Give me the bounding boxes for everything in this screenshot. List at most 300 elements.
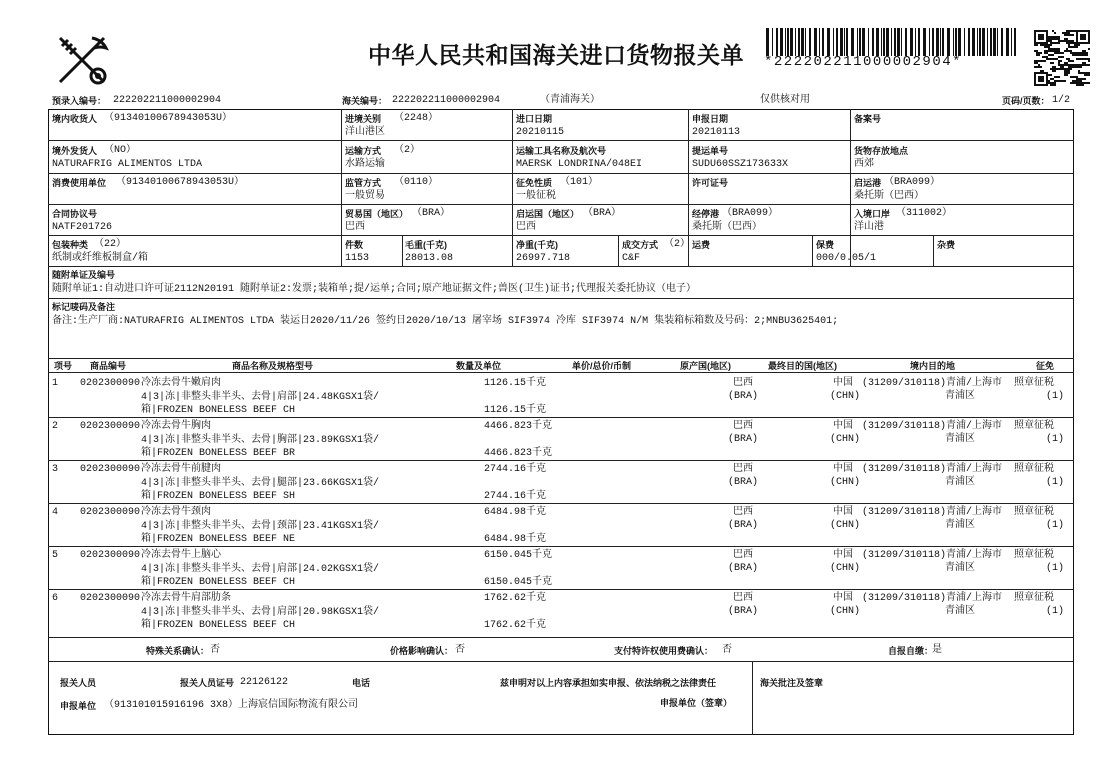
qr-module bbox=[1050, 42, 1052, 44]
qr-module bbox=[1060, 52, 1062, 54]
trade-country-value: 巴西 bbox=[345, 222, 365, 233]
qr-module bbox=[1050, 84, 1052, 86]
goods-dest-code: (CHN) bbox=[830, 477, 861, 488]
qr-module bbox=[1054, 76, 1056, 78]
goods-item-no: 6 bbox=[52, 593, 59, 604]
qr-module bbox=[1078, 82, 1080, 84]
goods-dest-country: 中国 bbox=[833, 464, 853, 475]
goods-hs-code: 0202300090 bbox=[80, 593, 141, 604]
qr-module bbox=[1058, 68, 1060, 70]
goods-domestic-place: (31209/310118)青浦/上海市 bbox=[862, 421, 1003, 432]
qr-module bbox=[1060, 80, 1062, 82]
goods-origin-country: 巴西 bbox=[733, 550, 753, 561]
qr-module bbox=[1082, 58, 1084, 60]
qr-module bbox=[1078, 72, 1080, 74]
qr-module bbox=[1058, 48, 1060, 50]
goods-spec-line-1: 4|3|冻|非整头非半头、去骨|肩部|24.48KGSX1袋/ bbox=[141, 392, 380, 403]
qr-module bbox=[1074, 52, 1076, 54]
qr-module bbox=[1076, 64, 1078, 66]
goods-levy-code: (1) bbox=[1046, 391, 1065, 402]
barcode-bar bbox=[795, 28, 796, 56]
goods-item-no: 4 bbox=[52, 507, 59, 518]
qr-module bbox=[1058, 36, 1060, 38]
goods-quantity-secondary: 2744.16千克 bbox=[484, 491, 547, 502]
qr-module bbox=[1076, 46, 1078, 48]
goods-domestic-place: (31209/310118)青浦/上海市 bbox=[862, 464, 1003, 475]
barcode-bar bbox=[846, 28, 848, 56]
barcode bbox=[764, 28, 1022, 56]
goods-spec-line-2: 箱|FROZEN BONELESS BEEF CH bbox=[141, 577, 296, 588]
qr-module bbox=[1076, 78, 1078, 80]
barcode-text: *222202211000002904* bbox=[764, 54, 963, 70]
qr-module bbox=[1076, 80, 1078, 82]
goods-domestic-district: 青浦区 bbox=[945, 477, 975, 488]
qr-module bbox=[1074, 80, 1076, 82]
qr-module bbox=[1072, 52, 1074, 54]
qr-module bbox=[1034, 50, 1036, 52]
qr-module bbox=[1044, 44, 1046, 46]
qr-module bbox=[1034, 44, 1036, 46]
qr-module bbox=[1060, 40, 1062, 42]
levy-value: 一般征税 bbox=[516, 191, 556, 202]
barcode-bar bbox=[805, 28, 806, 56]
goods-header-qty: 数量及单位 bbox=[456, 361, 502, 371]
qr-module bbox=[1066, 48, 1068, 50]
misc-label: 杂费 bbox=[937, 240, 956, 250]
qr-module bbox=[1084, 52, 1086, 54]
qr-module bbox=[1052, 78, 1054, 80]
rule bbox=[402, 235, 403, 266]
goods-header-origin: 原产国(地区) bbox=[680, 361, 731, 371]
goods-domestic-district: 青浦区 bbox=[945, 563, 975, 574]
barcode-bar bbox=[929, 28, 930, 56]
qr-module bbox=[1080, 52, 1082, 54]
goods-quantity: 1126.15千克 bbox=[484, 378, 547, 389]
barcode-bar bbox=[787, 28, 789, 56]
qr-module bbox=[1088, 48, 1090, 50]
qr-module bbox=[1052, 42, 1054, 44]
goods-dest-code: (CHN) bbox=[830, 606, 861, 617]
barcode-bar bbox=[886, 28, 889, 56]
qr-module bbox=[1048, 54, 1050, 56]
qr-module bbox=[1078, 70, 1080, 72]
qr-module bbox=[1058, 52, 1060, 54]
qr-module bbox=[1054, 32, 1056, 34]
transport-mode-label: 运输方式 bbox=[345, 146, 382, 156]
barcode-bar bbox=[993, 28, 996, 56]
barcode-bar bbox=[827, 28, 830, 56]
qr-module bbox=[1070, 40, 1072, 42]
transit-port-value: 桑托斯（巴西） bbox=[692, 222, 762, 233]
qr-module bbox=[1040, 52, 1042, 54]
qr-module bbox=[1072, 34, 1074, 36]
goods-quantity-secondary: 1126.15千克 bbox=[484, 405, 547, 416]
qr-module bbox=[1072, 76, 1074, 78]
qr-module bbox=[1060, 60, 1062, 62]
qr-module bbox=[1082, 54, 1084, 56]
qr-module bbox=[1056, 48, 1058, 50]
declare-seal-label: 申报单位（签章） bbox=[660, 698, 733, 708]
qr-module bbox=[1078, 80, 1080, 82]
royalty-label: 支付特许权使用费确认： bbox=[614, 646, 714, 656]
qr-module bbox=[1068, 46, 1070, 48]
qr-module bbox=[1070, 46, 1072, 48]
rule bbox=[618, 235, 619, 266]
qr-module bbox=[1066, 72, 1068, 74]
customs-remarks-label: 海关批注及签章 bbox=[760, 678, 824, 688]
qr-module bbox=[1084, 74, 1086, 76]
entry-place-code: （311002） bbox=[896, 208, 953, 219]
rule bbox=[48, 358, 1074, 359]
qr-module bbox=[1056, 58, 1058, 60]
goods-domestic-district: 青浦区 bbox=[945, 606, 975, 617]
net-weight-label: 净重(千克) bbox=[516, 240, 558, 250]
qr-module bbox=[1060, 68, 1062, 70]
entry-place-label: 入境口岸 bbox=[854, 209, 891, 219]
qr-module bbox=[1086, 52, 1088, 54]
qr-module bbox=[1080, 58, 1082, 60]
goods-levy-code: (1) bbox=[1046, 477, 1065, 488]
import-date: 20210115 bbox=[516, 127, 565, 138]
qr-module bbox=[1050, 44, 1052, 46]
barcode-bar bbox=[1014, 28, 1016, 56]
qr-module bbox=[1048, 82, 1050, 84]
qr-module bbox=[1052, 50, 1054, 52]
phone-label: 电话 bbox=[352, 678, 371, 688]
qr-module bbox=[1040, 70, 1042, 72]
qr-module bbox=[1078, 64, 1080, 66]
qr-code bbox=[1034, 30, 1090, 86]
goods-domestic-place: (31209/310118)青浦/上海市 bbox=[862, 507, 1003, 518]
entry-port-label: 进境关别 bbox=[345, 114, 382, 124]
qr-module bbox=[1084, 58, 1086, 60]
qr-module bbox=[1048, 44, 1050, 46]
qr-module bbox=[1046, 58, 1048, 60]
qr-module bbox=[1068, 40, 1070, 42]
qr-module bbox=[1048, 46, 1050, 48]
qr-module bbox=[1068, 72, 1070, 74]
customs-office: （青浦海关） bbox=[540, 95, 600, 106]
goods-dest-country: 中国 bbox=[833, 378, 853, 389]
qr-module bbox=[1042, 44, 1044, 46]
terms-label: 成交方式 bbox=[622, 240, 659, 250]
qr-module bbox=[1072, 30, 1074, 32]
qr-module bbox=[1084, 64, 1086, 66]
barcode-bar bbox=[923, 28, 926, 56]
qr-module bbox=[1056, 42, 1058, 44]
qr-module bbox=[1040, 66, 1042, 68]
entry-port-code: （2248） bbox=[394, 113, 439, 124]
goods-quantity: 6484.98千克 bbox=[484, 507, 547, 518]
qr-module bbox=[1064, 74, 1066, 76]
qr-module bbox=[1058, 50, 1060, 52]
goods-levy: 照章征税 bbox=[1014, 464, 1054, 475]
goods-domestic-place: (31209/310118)青浦/上海市 bbox=[862, 378, 1003, 389]
qr-module bbox=[1080, 66, 1082, 68]
qr-module bbox=[1054, 50, 1056, 52]
qr-module bbox=[1070, 34, 1072, 36]
qr-module bbox=[1058, 42, 1060, 44]
shipper-value: NATURAFRIG ALIMENTOS LTDA bbox=[52, 159, 203, 170]
record-no-label: 备案号 bbox=[854, 114, 882, 124]
qr-module bbox=[1084, 72, 1086, 74]
goods-origin-country: 巴西 bbox=[733, 464, 753, 475]
pre-entry-label: 预录入编号： bbox=[52, 96, 107, 106]
qr-module bbox=[1080, 82, 1082, 84]
declaration-statement: 兹申明对以上内容承担如实申报、依法纳税之法律责任 bbox=[500, 678, 717, 688]
qr-module bbox=[1078, 84, 1080, 86]
barcode-bar bbox=[876, 28, 879, 56]
qr-module bbox=[1052, 82, 1054, 84]
transport-mode-code: （2） bbox=[394, 145, 421, 156]
barcode-bar bbox=[868, 28, 869, 56]
qr-module bbox=[1070, 50, 1072, 52]
qr-module bbox=[1064, 62, 1066, 64]
rule bbox=[512, 109, 513, 266]
contract-label: 合同协议号 bbox=[52, 209, 98, 219]
goods-dest-code: (CHN) bbox=[830, 391, 861, 402]
goods-spec-line-1: 4|3|冻|非整头非半头、去骨|胸部|23.89KGSX1袋/ bbox=[141, 435, 380, 446]
qr-module bbox=[1052, 70, 1054, 72]
qr-module bbox=[1082, 78, 1084, 80]
departure-port-code: （BRA099） bbox=[884, 177, 941, 188]
qr-module bbox=[1068, 66, 1070, 68]
goods-quantity: 6150.045千克 bbox=[484, 550, 553, 561]
rule bbox=[48, 235, 1074, 236]
qr-module bbox=[1066, 58, 1068, 60]
qr-module bbox=[1070, 82, 1072, 84]
qr-module bbox=[1066, 38, 1068, 40]
qr-module bbox=[1036, 44, 1038, 46]
goods-origin-country: 巴西 bbox=[733, 593, 753, 604]
qr-module bbox=[1070, 60, 1072, 62]
reference-note: 仅供核对用 bbox=[760, 95, 810, 106]
entry-place-value: 洋山港 bbox=[854, 222, 884, 233]
goods-hs-code: 0202300090 bbox=[80, 507, 141, 518]
qr-module bbox=[1076, 82, 1078, 84]
qr-module bbox=[1078, 58, 1080, 60]
goods-origin-country: 巴西 bbox=[733, 507, 753, 518]
docs-value: 随附单证1:自动进口许可证2112N20191 随附单证2:发票;装箱单;提/运单;合同;原产地证据文件;兽医(卫生)证书;代理报关委托协议（电子） bbox=[52, 284, 697, 295]
goods-header-dest: 最终目的国(地区) bbox=[768, 361, 837, 371]
qr-module bbox=[1064, 50, 1066, 52]
qr-module bbox=[1066, 34, 1068, 36]
barcode-bar bbox=[918, 28, 920, 56]
qr-module bbox=[1088, 82, 1090, 84]
goods-item-no: 2 bbox=[52, 421, 59, 432]
qr-module bbox=[1042, 56, 1044, 58]
qr-module bbox=[1064, 40, 1066, 42]
bill-value: SUDU60SSZ173633X bbox=[692, 159, 789, 170]
gross-weight-label: 毛重(千克) bbox=[405, 240, 447, 250]
qr-module bbox=[1066, 64, 1068, 66]
barcode-bar bbox=[772, 28, 773, 56]
trade-country-label: 贸易国（地区） bbox=[345, 209, 409, 219]
barcode-bar bbox=[901, 28, 902, 56]
goods-quantity-secondary: 4466.823千克 bbox=[484, 448, 553, 459]
qr-module bbox=[1040, 44, 1042, 46]
qr-module bbox=[1036, 52, 1038, 54]
rule bbox=[48, 637, 1074, 638]
goods-name: 冷冻去骨牛前腱肉 bbox=[141, 464, 221, 475]
transit-port-label: 经停港 bbox=[692, 209, 720, 219]
rule bbox=[48, 173, 1074, 174]
qr-module bbox=[1064, 32, 1066, 34]
freight-label: 运费 bbox=[692, 240, 711, 250]
barcode-bar bbox=[932, 28, 934, 56]
qr-module bbox=[1054, 48, 1056, 50]
qr-module bbox=[1058, 64, 1060, 66]
goods-header-code: 商品编号 bbox=[90, 361, 127, 371]
qr-module bbox=[1068, 60, 1070, 62]
departure-port-value: 桑托斯（巴西） bbox=[854, 191, 924, 202]
qr-module bbox=[1072, 42, 1074, 44]
qr-module bbox=[1054, 52, 1056, 54]
pieces-label: 件数 bbox=[345, 240, 364, 250]
goods-spec-line-1: 4|3|冻|非整头非半头、去骨|肩部|20.98KGSX1袋/ bbox=[141, 607, 380, 618]
goods-levy: 照章征税 bbox=[1014, 507, 1054, 518]
declare-date-label: 申报日期 bbox=[692, 114, 729, 124]
barcode-bar bbox=[979, 28, 981, 56]
qr-module bbox=[1068, 32, 1070, 34]
goods-header-price: 单价/总价/币制 bbox=[572, 361, 632, 371]
goods-dest-country: 中国 bbox=[833, 593, 853, 604]
barcode-bar bbox=[851, 28, 854, 56]
qr-module bbox=[1064, 70, 1066, 72]
qr-module bbox=[1082, 64, 1084, 66]
declare-date: 20210113 bbox=[692, 127, 741, 138]
origin-country-value: 巴西 bbox=[516, 222, 536, 233]
goods-dest-country: 中国 bbox=[833, 550, 853, 561]
goods-header-name: 商品名称及规格型号 bbox=[232, 361, 314, 371]
qr-module bbox=[1080, 84, 1082, 86]
qr-module bbox=[1052, 66, 1054, 68]
supervision-label: 监管方式 bbox=[345, 178, 382, 188]
qr-module bbox=[1058, 56, 1060, 58]
qr-module bbox=[1052, 30, 1054, 32]
qr-module bbox=[1058, 60, 1060, 62]
license-label: 许可证号 bbox=[692, 178, 729, 188]
qr-module bbox=[1084, 62, 1086, 64]
goods-origin-code: (BRA) bbox=[728, 477, 759, 488]
qr-module bbox=[1048, 40, 1050, 42]
qr-module bbox=[1078, 44, 1080, 46]
qr-module bbox=[1066, 50, 1068, 52]
qr-module bbox=[1034, 62, 1036, 64]
qr-module bbox=[1036, 60, 1038, 62]
barcode-bar bbox=[910, 28, 913, 56]
goods-domestic-district: 青浦区 bbox=[945, 434, 975, 445]
qr-module bbox=[1074, 46, 1076, 48]
qr-module bbox=[1056, 38, 1058, 40]
qr-module bbox=[1066, 62, 1068, 64]
goods-spec-line-1: 4|3|冻|非整头非半头、去骨|肩部|24.02KGSX1袋/ bbox=[141, 564, 380, 575]
qr-module bbox=[1038, 54, 1040, 56]
qr-module bbox=[1066, 68, 1068, 70]
qr-module bbox=[1036, 62, 1038, 64]
qr-module bbox=[1050, 68, 1052, 70]
qr-module bbox=[1088, 72, 1090, 74]
qr-module bbox=[1066, 40, 1068, 42]
qr-module bbox=[1048, 36, 1050, 38]
qr-module bbox=[1062, 66, 1064, 68]
barcode-bar bbox=[785, 28, 786, 56]
qr-module bbox=[1044, 52, 1046, 54]
barcode-bar bbox=[947, 28, 950, 56]
goods-levy-code: (1) bbox=[1046, 606, 1065, 617]
goods-origin-code: (BRA) bbox=[728, 434, 759, 445]
qr-module bbox=[1050, 74, 1052, 76]
barcode-bar bbox=[891, 28, 892, 56]
qr-module bbox=[1044, 56, 1046, 58]
departure-port-label: 启运港 bbox=[854, 178, 882, 188]
barcode-bar bbox=[982, 28, 985, 56]
goods-levy: 照章征税 bbox=[1014, 421, 1054, 432]
qr-module bbox=[1080, 80, 1082, 82]
qr-module bbox=[1064, 64, 1066, 66]
qr-module bbox=[1062, 56, 1064, 58]
contract-value: NATF201726 bbox=[52, 222, 113, 233]
barcode-bar bbox=[881, 28, 882, 56]
goods-quantity-secondary: 6484.98千克 bbox=[484, 534, 547, 545]
barcode-bar bbox=[862, 28, 865, 56]
qr-module bbox=[1088, 64, 1090, 66]
terms-value: C&F bbox=[622, 253, 641, 264]
qr-module bbox=[1052, 58, 1054, 60]
goods-quantity-secondary: 1762.62千克 bbox=[484, 620, 547, 631]
qr-module bbox=[1066, 74, 1068, 76]
qr-module bbox=[1050, 78, 1052, 80]
qr-module bbox=[1058, 62, 1060, 64]
barcode-bar bbox=[819, 28, 820, 56]
qr-module bbox=[1054, 66, 1056, 68]
customs-number: 222202211000002904 bbox=[392, 95, 501, 106]
qr-module bbox=[1088, 74, 1090, 76]
qr-module bbox=[1040, 60, 1042, 62]
qr-module bbox=[1044, 60, 1046, 62]
qr-module bbox=[1070, 42, 1072, 44]
goods-quantity: 1762.62千克 bbox=[484, 593, 547, 604]
qr-module bbox=[1070, 64, 1072, 66]
qr-module bbox=[1080, 78, 1082, 80]
bill-label: 提运单号 bbox=[692, 146, 729, 156]
goods-item-no: 3 bbox=[52, 464, 59, 475]
qr-module bbox=[1036, 50, 1038, 52]
qr-module bbox=[1058, 40, 1060, 42]
rule bbox=[933, 235, 934, 266]
goods-dest-country: 中国 bbox=[833, 507, 853, 518]
qr-module bbox=[1062, 80, 1064, 82]
barcode-bar bbox=[809, 28, 811, 56]
qr-module bbox=[1082, 84, 1084, 86]
qr-module bbox=[1074, 64, 1076, 66]
qr-module bbox=[1062, 40, 1064, 42]
goods-name: 冷冻去骨牛颈肉 bbox=[141, 507, 211, 518]
qr-module bbox=[1086, 64, 1088, 66]
special-relation-value: 否 bbox=[210, 645, 220, 656]
rule bbox=[850, 109, 851, 266]
barcode-bar bbox=[883, 28, 885, 56]
qr-module bbox=[1070, 30, 1072, 32]
qr-module bbox=[1082, 50, 1084, 52]
qr-module bbox=[1072, 54, 1074, 56]
qr-module bbox=[1070, 76, 1072, 78]
qr-module bbox=[1076, 76, 1078, 78]
qr-module bbox=[1068, 34, 1070, 36]
barcode-bar bbox=[840, 28, 843, 56]
qr-module bbox=[1086, 54, 1088, 56]
qr-module bbox=[1076, 66, 1078, 68]
